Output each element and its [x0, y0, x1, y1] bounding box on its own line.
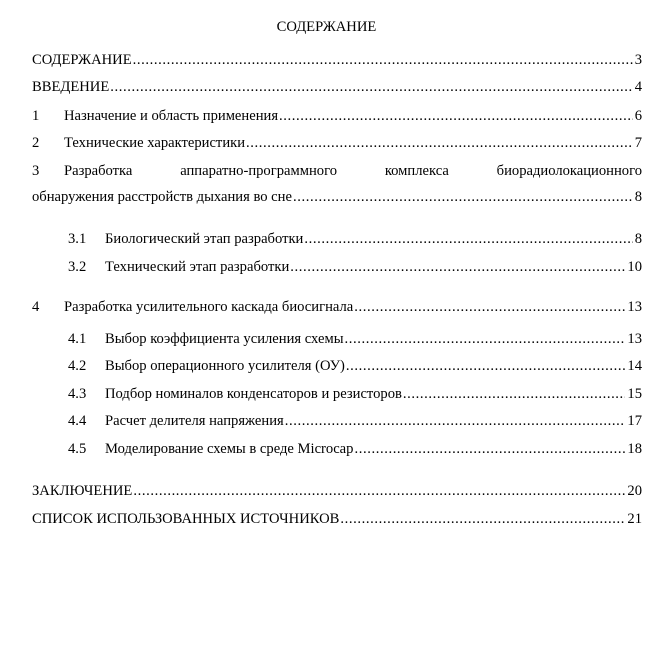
toc-entry-number: 3.1: [68, 231, 87, 247]
toc-page-number: 14: [627, 358, 642, 374]
toc-entry-title: ВВЕДЕНИЕ: [32, 79, 110, 95]
dot-leader: [285, 411, 626, 431]
toc-entry-number: 1: [32, 108, 40, 124]
toc-entry-title: Моделирование схемы в среде Microcap: [105, 441, 354, 457]
toc-entry-title-word: Разработка: [64, 163, 133, 179]
toc-entry-3-1[interactable]: [68, 229, 642, 249]
toc-entry-introduction[interactable]: [32, 77, 642, 97]
page-title: СОДЕРЖАНИЕ: [276, 19, 377, 35]
toc-entry-title: Подбор номиналов конденсаторов и резисторов: [105, 386, 402, 402]
toc-page-number: 8: [634, 231, 642, 247]
toc-entry-number: 4.1: [68, 331, 87, 347]
toc-page-number: 8: [634, 189, 642, 205]
toc-page-number: 20: [627, 483, 642, 499]
toc-entry-number: 3: [32, 163, 40, 179]
toc-entry-title: ЗАКЛЮЧЕНИЕ: [32, 483, 133, 499]
toc-entry-title: СПИСОК ИСПОЛЬЗОВАННЫХ ИСТОЧНИКОВ: [32, 511, 340, 527]
dot-leader: [354, 439, 625, 459]
dot-leader: [110, 77, 632, 97]
toc-entry-4[interactable]: [32, 297, 642, 317]
toc-entry-3-line2[interactable]: [32, 187, 642, 207]
toc-entry-title: Биологический этап разработки: [105, 231, 304, 247]
toc-entry-conclusion[interactable]: [32, 481, 642, 501]
toc-entry-4-3[interactable]: [68, 384, 642, 404]
toc-page-number: 4: [634, 79, 642, 95]
toc-entry-4-4[interactable]: [68, 411, 642, 431]
toc-entry-title: СОДЕРЖАНИЕ: [32, 52, 132, 68]
toc-entry-1[interactable]: [32, 106, 642, 126]
dot-leader: [246, 133, 633, 153]
toc-entry-title: Назначение и область применения: [64, 108, 279, 124]
toc-entry-title: Технические характеристики: [64, 135, 246, 151]
toc-entry-number: 4: [32, 299, 40, 315]
toc-entry-references[interactable]: [32, 509, 642, 529]
toc-page-number: 21: [627, 511, 642, 527]
dot-leader: [354, 297, 625, 317]
toc-page-number: 15: [627, 386, 642, 402]
toc-page-number: 10: [627, 259, 642, 275]
toc-entry-title: Выбор коэффициента усиления схемы: [105, 331, 344, 347]
toc-entry-number: 4.3: [68, 386, 87, 402]
dot-leader: [290, 257, 625, 277]
toc-entry-number: 4.2: [68, 358, 87, 374]
toc-entry-title-word: комплекса: [384, 163, 449, 179]
toc-entry-4-2[interactable]: [68, 356, 642, 376]
toc-entry-number: 4.5: [68, 441, 87, 457]
toc-page-number: 17: [627, 413, 642, 429]
toc-page-number: 13: [627, 299, 642, 315]
dot-leader: [346, 356, 625, 376]
dot-leader: [345, 329, 626, 349]
toc-entry-title-word: аппаратно-программного: [180, 163, 337, 179]
toc-entry-4-1[interactable]: [68, 329, 642, 349]
toc-entry-title: Расчет делителя напряжения: [105, 413, 284, 429]
toc-entry-3-line1[interactable]: [32, 161, 642, 181]
toc-entry-3-2[interactable]: [68, 257, 642, 277]
toc-entry-title: Разработка усилительного каскада биосигнала: [64, 299, 354, 315]
toc-page-number: 3: [634, 52, 642, 68]
toc-page-number: 6: [634, 108, 642, 124]
dot-leader: [133, 50, 633, 70]
toc-entry-number: 4.4: [68, 413, 87, 429]
toc-entry-2[interactable]: [32, 133, 642, 153]
toc-page-number: 18: [627, 441, 642, 457]
toc-entry-4-5[interactable]: [68, 439, 642, 459]
toc-entry-title-word: биорадиолокационного: [496, 163, 642, 179]
dot-leader: [403, 384, 626, 404]
toc-entry-number: 2: [32, 135, 40, 151]
dot-leader: [340, 509, 625, 529]
toc-entry-title: Выбор операционного усилителя (ОУ): [105, 358, 345, 374]
toc-page-number: 13: [627, 331, 642, 347]
toc-page-number: 7: [634, 135, 642, 151]
toc-entry-title: Технический этап разработки: [105, 259, 290, 275]
toc-entry-number: 3.2: [68, 259, 87, 275]
dot-leader: [279, 106, 633, 126]
dot-leader: [293, 187, 633, 207]
toc-entry-title: обнаружения расстройств дыхания во сне: [32, 189, 292, 205]
dot-leader: [133, 481, 625, 501]
dot-leader: [304, 229, 632, 249]
toc-entry-contents[interactable]: [32, 50, 642, 70]
